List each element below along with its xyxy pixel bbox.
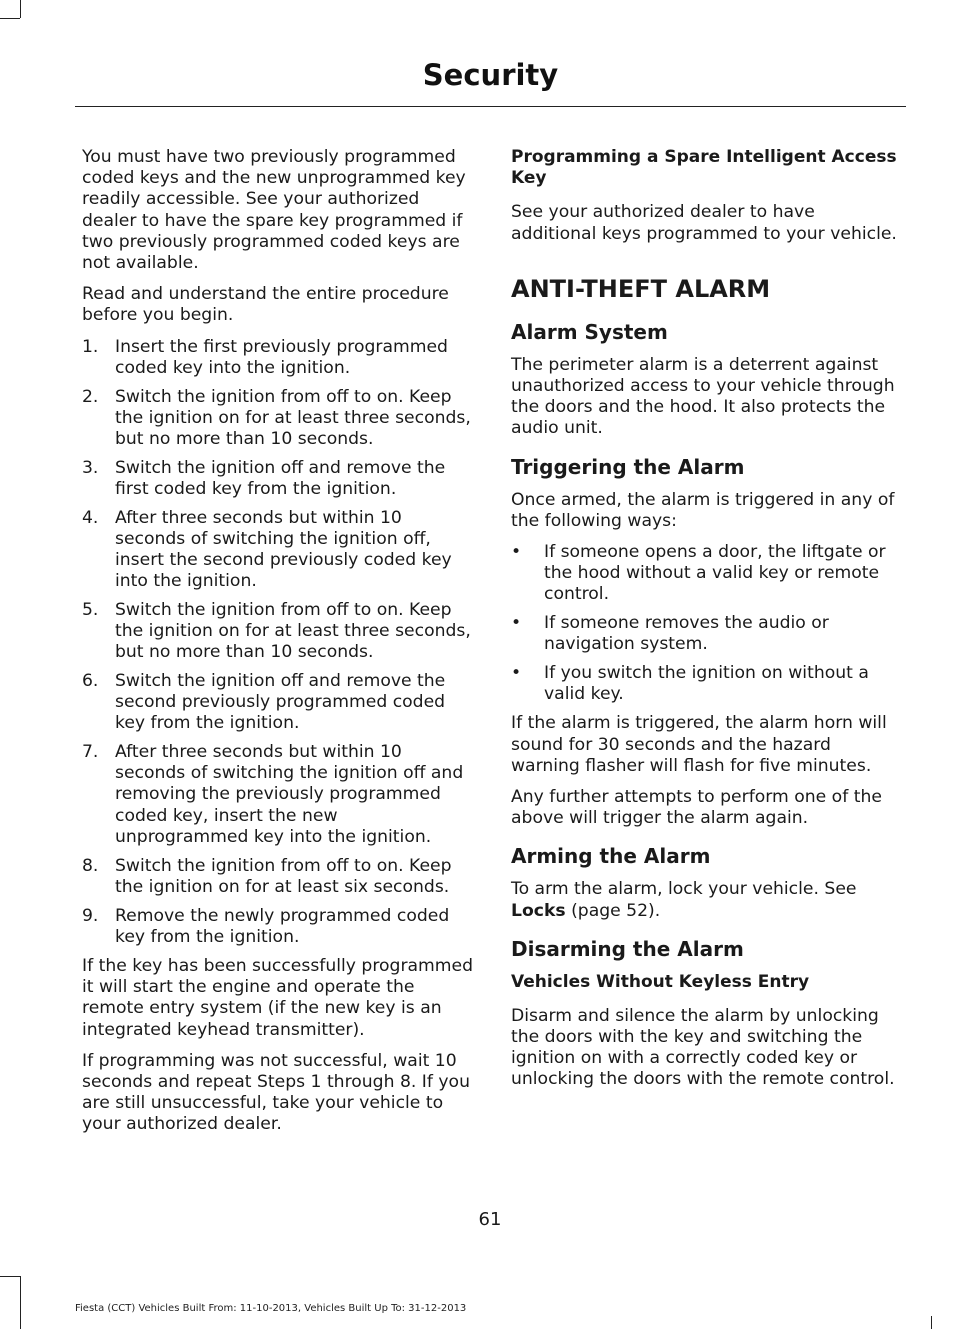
step-text: Switch the ignition from off to on. Keep the ignition on for at least three seconds, but no more than 10 seconds. bbox=[115, 386, 471, 449]
step-number: 4. bbox=[82, 507, 99, 528]
step-item bbox=[82, 387, 474, 451]
right-column bbox=[511, 147, 903, 1101]
list-item bbox=[511, 613, 903, 655]
triggered-paragraph: If the alarm is triggered, the alarm horn will sound for 30 seconds and the hazard warning flasher will flash for five minutes. bbox=[511, 713, 887, 776]
arming-text: To arm the alarm, lock your vehicle. See bbox=[511, 879, 857, 900]
alarm-system-heading: Alarm System bbox=[511, 319, 668, 344]
list-item-text: If you switch the ignition on without a valid key. bbox=[544, 663, 869, 705]
step-text: Switch the ignition off and remove the second previously programmed coded key from the ignition. bbox=[115, 670, 446, 734]
crop-mark bbox=[0, 18, 20, 19]
spare-key-paragraph: See your authorized dealer to have additional keys programmed to your vehicle. bbox=[511, 202, 897, 244]
list-item bbox=[511, 663, 903, 705]
step-number: 9. bbox=[82, 905, 99, 926]
step-item bbox=[82, 508, 474, 593]
trigger-list bbox=[511, 542, 903, 705]
step-text: Switch the ignition from off to on. Keep the ignition on for at least six seconds. bbox=[115, 855, 452, 897]
step-number: 8. bbox=[82, 855, 99, 876]
arming-heading: Arming the Alarm bbox=[511, 844, 711, 869]
step-item bbox=[82, 906, 474, 948]
step-text: Switch the ignition from off to on. Keep the ignition on for at least three seconds, but no more than 10 seconds. bbox=[115, 599, 471, 663]
step-item bbox=[82, 671, 474, 735]
further-attempts-paragraph: Any further attempts to perform one of the above will trigger the alarm again. bbox=[511, 787, 882, 829]
step-number: 5. bbox=[82, 599, 99, 620]
step-item bbox=[82, 742, 474, 848]
intro-paragraph: You must have two previously programmed coded keys and the new unprogrammed key readily accessible. See your authorized dealer to have the spare key programmed if two previously programmed coded keys are not available. bbox=[82, 147, 466, 274]
step-number: 2. bbox=[82, 386, 99, 407]
no-keyless-paragraph: Disarm and silence the alarm by unlocking the doors with the key and switching the ignition on with a correctly coded key or unlocking the doors with the remote control. bbox=[511, 1005, 895, 1090]
bullet: • bbox=[511, 542, 522, 563]
list-item-text: If someone removes the audio or navigation system. bbox=[544, 613, 829, 655]
step-item bbox=[82, 458, 474, 500]
step-text: Insert the first previously programmed coded key into the ignition. bbox=[115, 336, 448, 378]
step-item bbox=[82, 337, 474, 379]
step-number: 7. bbox=[82, 742, 99, 763]
locks-link[interactable]: Locks bbox=[511, 900, 566, 921]
step-item bbox=[82, 856, 474, 898]
left-column bbox=[82, 147, 474, 1146]
alarm-system-paragraph: The perimeter alarm is a deterrent against unauthorized access to your vehicle through the doors and the hood. It also protects the audio unit. bbox=[511, 354, 895, 439]
programming-steps bbox=[82, 337, 474, 948]
step-item bbox=[82, 600, 474, 664]
crop-mark bbox=[20, 0, 21, 18]
failure-paragraph: If programming was not successful, wait 10 seconds and repeat Steps 1 through 8. If you are still unsuccessful, take your vehicle to your authorized dealer. bbox=[82, 1050, 470, 1135]
spare-key-heading: Programming a Spare Intelligent Access Key bbox=[511, 147, 897, 189]
step-text: After three seconds but within 10 seconds of switching the ignition off, insert the second previously coded key into the ignition. bbox=[115, 507, 452, 592]
list-item bbox=[511, 542, 903, 606]
header-rule bbox=[75, 106, 906, 107]
no-keyless-heading: Vehicles Without Keyless Entry bbox=[511, 971, 810, 992]
read-first-paragraph: Read and understand the entire procedure before you begin. bbox=[82, 284, 449, 326]
crop-mark bbox=[0, 1276, 20, 1277]
anti-theft-heading: ANTI-THEFT ALARM bbox=[511, 274, 771, 303]
triggering-heading: Triggering the Alarm bbox=[511, 454, 745, 479]
crop-mark bbox=[931, 1316, 932, 1329]
bullet: • bbox=[511, 663, 522, 684]
page-number: 61 bbox=[478, 1209, 502, 1230]
list-item-text: If someone opens a door, the liftgate or the hood without a valid key or remote control. bbox=[544, 542, 886, 605]
step-text: After three seconds but within 10 seconds of switching the ignition off and removing the previously programmed coded key, insert the new unprogrammed key into the ignition. bbox=[115, 742, 464, 847]
success-paragraph: If the key has been successfully programmed it will start the engine and operate the remote entry system (if the new key is an integrated keyhead transmitter). bbox=[82, 955, 474, 1040]
footer-text: Fiesta (CCT) Vehicles Built From: 11-10-2013, Vehicles Built Up To: 31-12-2013 bbox=[75, 1303, 467, 1314]
page-title: Security bbox=[422, 58, 559, 92]
step-number: 3. bbox=[82, 457, 99, 478]
disarming-heading: Disarming the Alarm bbox=[511, 936, 744, 961]
step-number: 1. bbox=[82, 336, 99, 357]
arming-page-ref: (page 52). bbox=[565, 900, 661, 921]
step-text: Remove the newly programmed coded key from the ignition. bbox=[115, 905, 450, 947]
step-number: 6. bbox=[82, 670, 99, 691]
arming-paragraph bbox=[511, 879, 903, 921]
crop-mark bbox=[20, 1276, 21, 1329]
triggering-intro: Once armed, the alarm is triggered in any of the following ways: bbox=[511, 489, 895, 531]
step-text: Switch the ignition off and remove the first coded key from the ignition. bbox=[115, 457, 446, 499]
bullet: • bbox=[511, 613, 522, 634]
